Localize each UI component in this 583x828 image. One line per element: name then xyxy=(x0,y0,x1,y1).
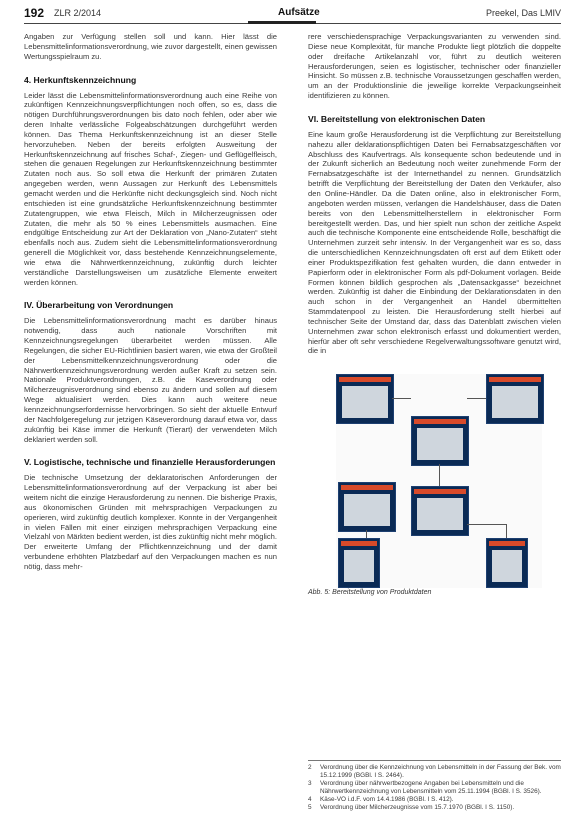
page-header xyxy=(24,6,561,28)
figure-connector xyxy=(467,524,506,525)
left-column xyxy=(24,32,277,572)
figure-connector xyxy=(392,398,411,399)
figure-box-database xyxy=(486,374,544,424)
figure-connector xyxy=(439,464,440,486)
figure-product-data xyxy=(336,374,542,588)
paragraph: Die technische Umsetzung der deklaratorischen Anforderungen der Lebensmittelinformationsverordnung auf der Verpackung ist aber bei weitem nicht die einzige Herausforderung zu nennen. Die bisherige Praxis, aus ökonomischen Gründen mit mehrsprachigen Verpackungen zu operieren, wird zukünftig deutlich komplexer. Konnte in der Vergangenheit in vielen Fällen mit einer einzigen mehrsprachigen Verpackung eine Vielzahl von Märkten bedient werden, ist dies zukünftig nicht mehr möglich. Der erweiterte Umfang der Pflichtkennzeichnung und der damit verbundene erhöhten Platzbedarf auf den Verpackungen machen es nun nötig, dass mehr- xyxy=(24,473,277,571)
paragraph: Angaben zur Verfügung stellen soll und kann. Hier lässt die Lebensmittelinformationsverordnung, wie zuvor dargestellt, einen gewissen Wertungsspielraum zu. xyxy=(24,32,277,61)
page-number: 192 xyxy=(24,6,45,20)
paragraph: Die Lebensmittelinformationsverordnung macht es darüber hinaus notwendig, dass auch nationale Vorschriften mit Kennzeichnungsregelungen überarbeitet werden müssen. Alle Regelungen, die sicher EU-Richtlinien basiert waren, wie etwa der Großteil der Lebensmittelkennzeichnungsverordnung oder die Nährwertkennzeichnungsverordnung werden außer Kraft zu setzen sein. Nationale Produktverordnungen, z.B. die Kaseverordnung oder Milcherzeugnisverordnung sind ebenso zu ändern und sollen auf diesem Wege aktualisiert werden. Dies kann auch weitere neue kennzeichnungserfordernisse hervorbringen. So sieht der aktuelle Entwurf der Nachfolgeregelung zur jetzigen Käseverordnung darauf etwa vor, dass zukünftig bei Käse immer die Herkunft (Tierart) der verwendeten Milch deklariert werden soll. xyxy=(24,316,277,444)
figure-box-customer xyxy=(338,538,380,588)
figure-connector xyxy=(366,530,367,538)
paragraph: rere verschiedensprachige Verpackungsvarianten zu verwenden sind. Diese neue Komplexität, für manche Produkte liegt plötzlich die doppelte oder dreifache Artikelanzahl vor, führt zu deutlich weiteren Herausforderungen, seien es logistischer, technischer oder finanzieller Hinsicht. So müssen z.B. technische Voraussetzungen geschaffen werden, um an der Produktionslinie die jeweilige korrekte Verpackungseinheit identifizieren zu können. xyxy=(308,32,561,101)
journal-name: ZLR 2/2014 xyxy=(54,8,102,18)
section-rule xyxy=(248,21,316,24)
footnote: 5 Verordnung über Milcherzeugnisse vom 15.7.1970 (BGBl. I S. 1150). xyxy=(308,804,515,811)
paragraph: Eine kaum große Herausforderung ist die Verpflichtung zur Bereitstellung nahezu aller deklarationspflichtigen Daten bei Fernabsatzgeschäften vor Abschluss des Kaufvertrags. Als konsequente schon bedeutende und in der Zukunft sicherlich an Bedeutung noch weiter zunehmende Form der Fernabsatzgeschäfte ist der Internethandel zu nennen. Grundsätzlich betrifft die Verpflichtung der Bereitstellung der Daten den Verkäufer, also den Online-Händler. Da die Daten online, also in elektronischer Form, angeboten werden müssen, verlangen die Handelshäuser, dass die Daten bereits von den Lebensmittelherstellern in elektronischer Form bereitgestellt werden. Das, und hier spielt nun schon der zeitliche Aspekt auch die technische Komponente eine entscheidende Rolle, beschäftigt die Unternehmen zurzeit sehr intensiv. In der Vergangenheit war es so, dass die unterschiedlichen Kennzeichnungsdaten oft erst auf dem Etikett oder einer Produktspezifikation fest gehalten wurden, die dann entweder in Papierform oder in elektronischer Form als pdf-Dokument vorlagen. Beide Formen können bildlich gesprochen als „Datensackgasse“ bezeichnet werden. Zukünftig ist daher die Einbindung der Deklarationsdaten in den auch schon in der Vergangenheit an Handel übermittelten Stammdatenpool zu leisten. Die Herausforderung stellt hierbei auf technischer Seite der Umstand dar, dass das Datenblatt zwischen vielen Unternehmen zwar schon elektronisch erfasst und dokumentiert werden, hierfür aber oft sehr verschiedene Regelverwaltungssoftware genutzt wird, die in xyxy=(308,129,561,356)
figure-box-online-shop xyxy=(411,486,469,536)
running-authors: Preekel, Das LMIV xyxy=(485,8,561,18)
figure-caption: Abb. 5: Bereitstellung von Produktdaten xyxy=(308,589,432,597)
figure-box-mobile xyxy=(486,538,528,588)
paragraph: Leider lässt die Lebensmittelinformationsverordnung auch eine Reihe von zukünftigen Kennzeichnungsverpflichtungen noch offen, so es, dass die nötigen Durchführungsverordnungen bis dato noch fehlen, oder aber wie deren Inhalte verlässliche Folgeabschätzungen durchgeführt werden können. Das Thema Herkunftskennzeichnung ist an dieser Stelle hervorzuheben. Neben der bereits erfolgten Ausweitung der Herkunftskennzeichnung auf frisches Schaf-, Ziegen- und Geflügelfleisch, stehen die genauen Regelungen zur Herkunftskennzeichnung bestimmter Zutaten noch aus. So soll etwa die Herkunft der primären Zutaten angegeben werden, wenn Aussagen zur Herkunft des Lebensmittels gemacht werden und die Herkünfte nicht deckungsgleich sind. Noch nicht entschieden ist eine grundsätzliche Herkunftskennzeichnung bestimmter Zutatengruppen, wie etwa Fleisch, Milch in Milcherzeugnissen oder Zutaten, die mehr als 50 % eines Lebensmittels ausmachen. Eine endgültige Entscheidung zur Art der Deklaration von „Nano-Zutaten“ steht ebenfalls noch aus. Zudem sieht die Lebensmittelinformationsverordnung generell die Möglichkeit vor, dass bestehende Kennzeichnungselemente, wie etwa die Nährwertkennzeichnung, zukünftig durch leichter verständliche Darstellungsweisen um zusätzliche Elemente erweitert werden können. xyxy=(24,90,277,287)
section-heading: VI. Bereitstellung von elektronischen Daten xyxy=(308,113,486,124)
footnote: 4 Käse-VO i.d.F. vom 14.4.1986 (BGBl. I S. 412). xyxy=(308,796,454,803)
section-heading: V. Logistische, technische und finanzielle Herausforderungen xyxy=(24,457,276,468)
figure-connector xyxy=(467,398,486,399)
footnote: 3 Verordnung über nährwertbezogene Angaben bei Lebensmitteln und die Nährwertkennzeichnung von Lebensmitteln vom 25.11.1994 (BGBl. I S. 3526). xyxy=(308,780,542,795)
section-heading: IV. Überarbeitung von Verordnungen xyxy=(24,300,174,311)
right-column xyxy=(308,32,561,598)
figure-box-manufacturer xyxy=(336,374,394,424)
section-heading: 4. Herkunftskennzeichnung xyxy=(24,74,137,85)
figure-connector xyxy=(506,524,507,538)
footnotes xyxy=(308,760,561,812)
figure-box-datapool xyxy=(411,416,469,466)
figure-box-retailer xyxy=(338,482,396,532)
section-title: Aufsätze xyxy=(278,7,320,18)
footnote: 2 Verordnung über die Kennzeichnung von Lebensmitteln in der Fassung der Bek. vom 15.12.1999 (BGBl. I S. 2464). xyxy=(308,764,561,779)
